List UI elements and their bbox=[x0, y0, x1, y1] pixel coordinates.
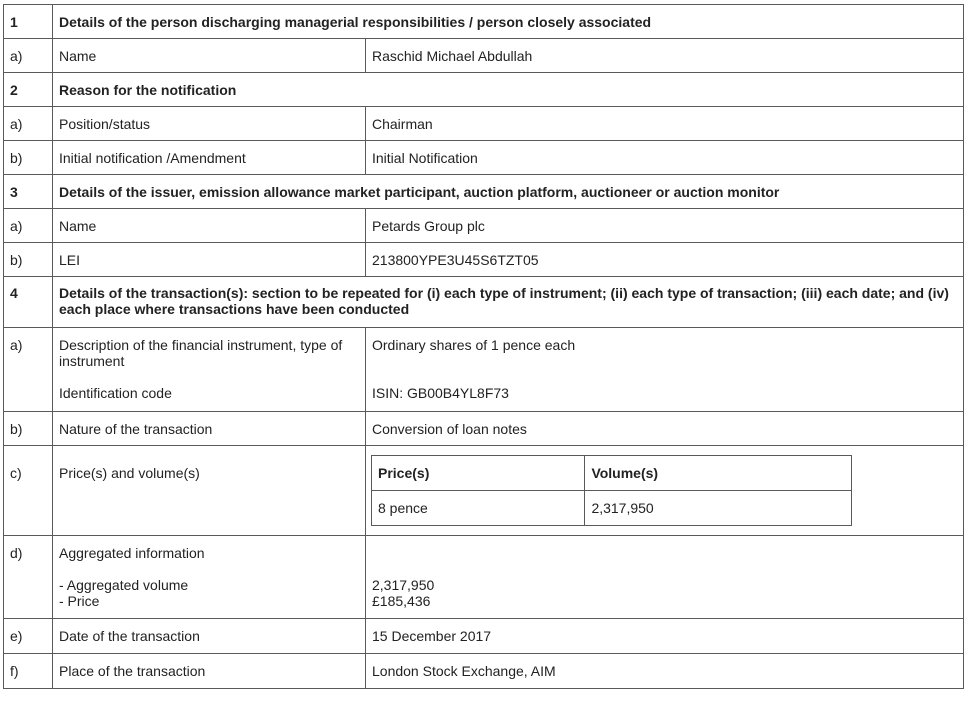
row-label-cell bbox=[53, 328, 366, 412]
section-number: 2 bbox=[4, 73, 53, 107]
price-volume-table bbox=[371, 455, 852, 526]
section-title: Details of the person discharging managerial responsibilities / person closely associated bbox=[53, 5, 964, 39]
section-title: Reason for the notification bbox=[53, 73, 964, 107]
price-volume-cell bbox=[366, 446, 964, 536]
table-row bbox=[4, 39, 964, 73]
table-row bbox=[4, 619, 964, 654]
row-label: Name bbox=[53, 209, 366, 243]
section-row bbox=[4, 175, 964, 209]
row-label: Position/status bbox=[53, 107, 366, 141]
row-label: Aggregated information bbox=[59, 545, 205, 561]
row-id: f) bbox=[4, 654, 53, 689]
price-volume-header bbox=[372, 456, 852, 491]
row-value-cell bbox=[366, 536, 964, 619]
row-label-cell bbox=[53, 536, 366, 619]
row-value: 15 December 2017 bbox=[366, 619, 964, 654]
row-label: Price(s) and volume(s) bbox=[53, 446, 366, 536]
row-label: Initial notification /Amendment bbox=[53, 141, 366, 175]
row-label: Nature of the transaction bbox=[53, 412, 366, 446]
row-label: Description of the financial instrument, type of instrument bbox=[59, 337, 343, 369]
section-row bbox=[4, 73, 964, 107]
row-value: Ordinary shares of 1 pence each bbox=[372, 337, 576, 353]
row-id: b) bbox=[4, 412, 53, 446]
row-id: b) bbox=[4, 141, 53, 175]
row-value: London Stock Exchange, AIM bbox=[366, 654, 964, 689]
table-row bbox=[4, 654, 964, 689]
table-row bbox=[4, 412, 964, 446]
row-value: Chairman bbox=[366, 107, 964, 141]
identification-code-label: Identification code bbox=[59, 385, 172, 401]
aggregated-volume-value: 2,317,950 bbox=[372, 577, 435, 593]
table-row bbox=[4, 328, 964, 412]
row-value: Initial Notification bbox=[366, 141, 964, 175]
table-row bbox=[4, 536, 964, 619]
price-volume-row bbox=[372, 491, 852, 526]
row-label: LEI bbox=[53, 243, 366, 277]
table-row bbox=[4, 446, 964, 536]
price-header: Price(s) bbox=[372, 456, 585, 491]
row-label: Name bbox=[53, 39, 366, 73]
section-row bbox=[4, 277, 964, 328]
aggregated-volume-label: - Aggregated volume bbox=[59, 577, 189, 593]
price-label: - Price bbox=[59, 593, 100, 609]
row-value: 213800YPE3U45S6TZT05 bbox=[366, 243, 964, 277]
row-id: a) bbox=[4, 107, 53, 141]
section-title: Details of the issuer, emission allowance market participant, auction platform, auctioneer or auction monitor bbox=[53, 175, 964, 209]
row-label: Date of the transaction bbox=[53, 619, 366, 654]
volume-value: 2,317,950 bbox=[585, 491, 852, 526]
volume-header: Volume(s) bbox=[585, 456, 852, 491]
row-id: d) bbox=[4, 536, 53, 619]
row-value: Petards Group plc bbox=[366, 209, 964, 243]
row-id: c) bbox=[4, 446, 53, 536]
section-row bbox=[4, 5, 964, 39]
price-value: 8 pence bbox=[372, 491, 585, 526]
section-title: Details of the transaction(s): section to be repeated for (i) each type of instrument; (ii) each type of transaction; (iii) each date; and (iv) each place where transactions have been conducted bbox=[53, 277, 964, 328]
table-row bbox=[4, 107, 964, 141]
row-id: b) bbox=[4, 243, 53, 277]
row-value-cell bbox=[366, 328, 964, 412]
section-number: 3 bbox=[4, 175, 53, 209]
table-row bbox=[4, 141, 964, 175]
aggregated-price-value: £185,436 bbox=[372, 593, 431, 609]
row-value: Raschid Michael Abdullah bbox=[366, 39, 964, 73]
row-id: a) bbox=[4, 39, 53, 73]
table-row bbox=[4, 243, 964, 277]
notification-table bbox=[3, 4, 964, 689]
identification-code-value: ISIN: GB00B4YL8F73 bbox=[372, 385, 509, 401]
table-row bbox=[4, 209, 964, 243]
section-number: 4 bbox=[4, 277, 53, 328]
row-label: Place of the transaction bbox=[53, 654, 366, 689]
row-id: e) bbox=[4, 619, 53, 654]
row-id: a) bbox=[4, 328, 53, 412]
row-id: a) bbox=[4, 209, 53, 243]
row-value: Conversion of loan notes bbox=[366, 412, 964, 446]
section-number: 1 bbox=[4, 5, 53, 39]
